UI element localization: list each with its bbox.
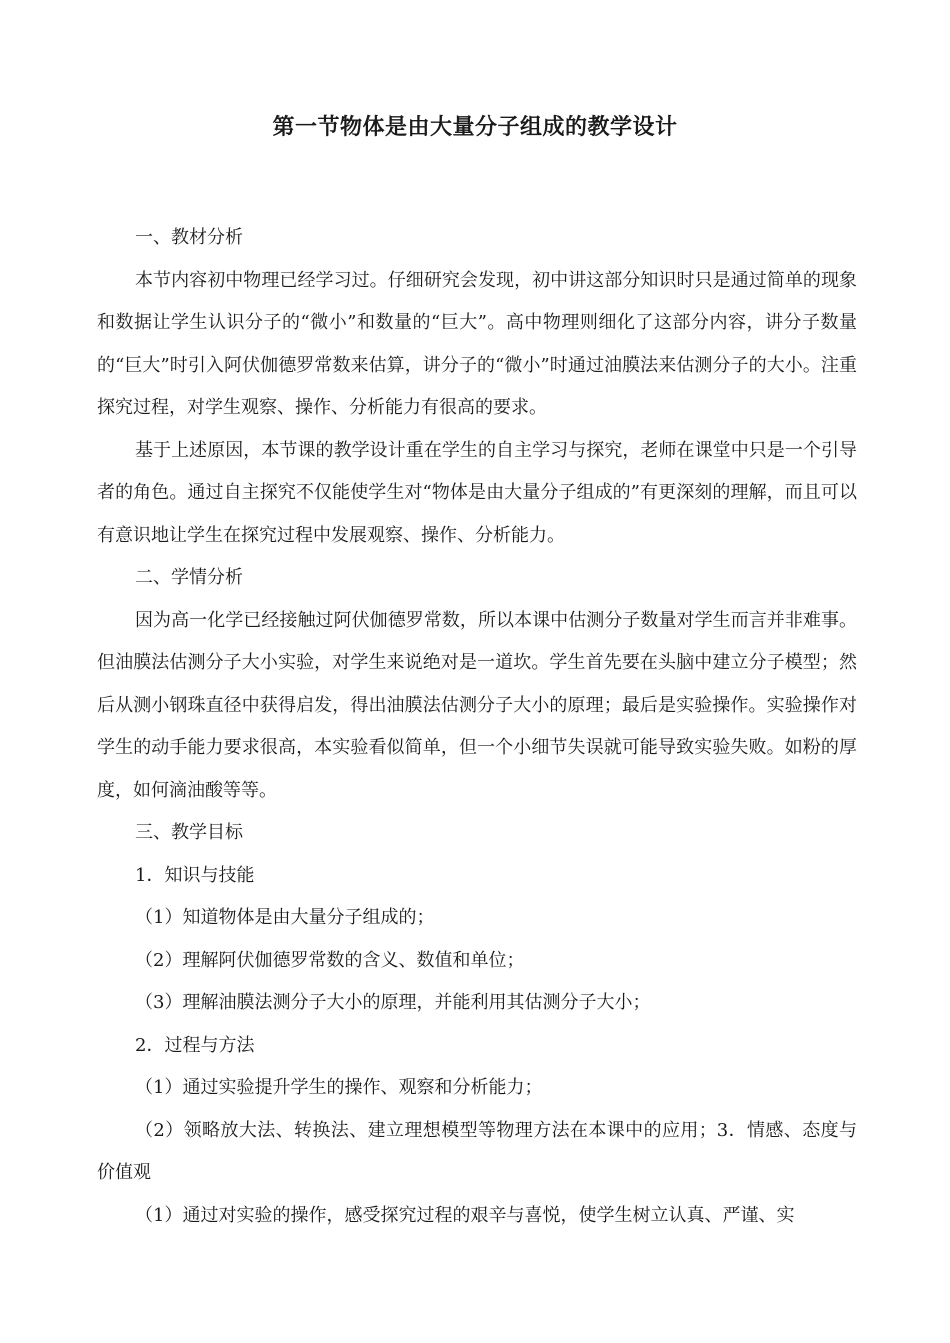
section-heading-textbook-analysis: 一、教材分析 <box>135 227 243 248</box>
paragraph-textbook-analysis-1: 本节内容初中物理已经学习过。仔细研究会发现，初中讲这部分知识时只是通过简单的现象和数据让学生认识分子的“微小”和数量的“巨大”。高中物理则细化了这部分内容，讲分子数量的“巨大”时引入阿伏伽德罗常数来估算，讲分子的“微小”时通过油膜法来估测分子的大小。注重探究过程，对学生观察、操作、分析能力有很高的要求。 <box>97 269 857 418</box>
goal-item: （2）理解阿伏伽德罗常数的含义、数值和单位； <box>135 949 525 971</box>
goal-item: （2）领略放大法、转换法、建立理想模型等物理方法在本课中的应用；3．情感、态度与价值观 <box>97 1119 857 1183</box>
paragraph-textbook-analysis-2: 基于上述原因，本节课的教学设计重在学生的自主学习与探究，老师在课堂中只是一个引导者的角色。通过自主探究不仅能使学生对“物体是由大量分子组成的”有更深刻的理解，而且可以有意识地让学生在探究过程中发展观察、操作、分析能力。 <box>97 439 857 546</box>
section-heading-teaching-goals: 三、教学目标 <box>135 822 243 843</box>
goal-item: （1）通过实验提升学生的操作、观察和分析能力； <box>135 1077 543 1098</box>
section-heading-student-analysis: 二、学情分析 <box>135 567 243 588</box>
document-body <box>97 217 857 1237</box>
document-title: 第一节物体是由大量分子组成的教学设计 <box>272 115 678 140</box>
paragraph-student-analysis: 因为高一化学已经接触过阿伏伽德罗常数，所以本课中估测分子数量对学生而言并非难事。但油膜法估测分子大小实验，对学生来说绝对是一道坎。学生首先要在头脑中建立分子模型；然后从测小钢珠直径中获得启发，得出油膜法估测分子大小的原理；最后是实验操作。实验操作对学生的动手能力要求很高，本实验看似简单，但一个小细节失误就可能导致实验失败。如粉的厚度，如何滴油酸等等。 <box>97 609 857 801</box>
goal-heading-process-methods: 2．过程与方法 <box>135 1034 255 1056</box>
goal-heading-knowledge-skills: 1．知识与技能 <box>135 864 255 886</box>
goal-item: （1）知道物体是由大量分子组成的； <box>135 907 435 928</box>
goal-item: （3）理解油膜法测分子大小的原理，并能利用其估测分子大小； <box>135 992 651 1013</box>
goal-item: （1）通过对实验的操作，感受探究过程的艰辛与喜悦，使学生树立认真、严谨、实 <box>135 1204 795 1226</box>
